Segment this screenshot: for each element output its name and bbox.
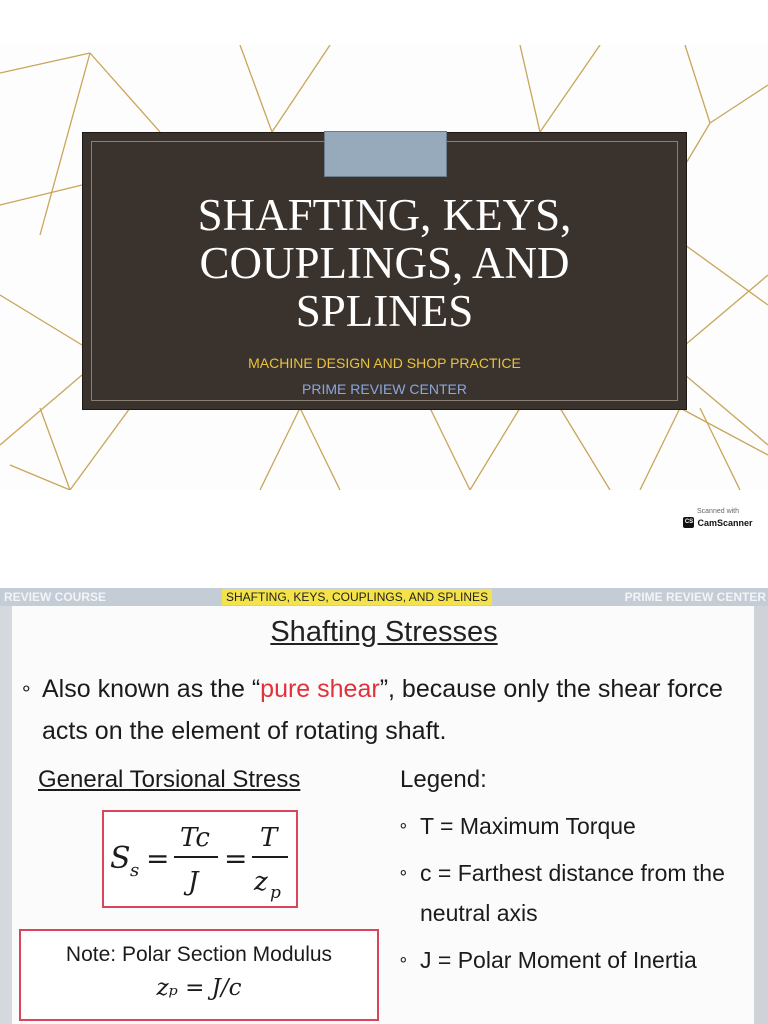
title-tab-accent [324,131,447,177]
title-panel [82,132,687,410]
header-topic-label: SHAFTING, KEYS, COUPLINGS, AND SPLINES [222,589,492,605]
legend-item-text: J = Polar Moment of Inertia [420,947,697,973]
polar-section-modulus-note [19,929,379,1021]
header-org-label: PRIME REVIEW CENTER [624,590,766,604]
slide-organization: PRIME REVIEW CENTER [302,381,467,397]
slide-title-line-3: SPLINES [295,286,474,336]
formula-equals-1: = [146,842,170,875]
formula-equals-2: = [224,842,248,875]
slide-title [83,191,686,335]
legend-title: Legend: [400,766,487,793]
camscanner-logo-icon: CS [683,517,694,528]
header-course-label: REVIEW COURSE [4,590,107,604]
formula-lhs: S [110,841,131,876]
section-title: Shafting Stresses [270,616,498,648]
legend-marker-icon: ∘ [398,950,409,969]
formula-frac2-den: z [254,867,268,897]
camscanner-watermark [680,508,756,534]
formula-frac1-den: J [188,867,199,897]
legend-item-text: T = Maximum Torque [420,813,636,839]
formula-svg [104,812,296,906]
content-slide [0,588,768,1024]
slide-subtitle: MACHINE DESIGN AND SHOP PRACTICE [248,355,521,371]
slide-header-bar [0,588,768,606]
scanner-caption: Scanned with [696,508,740,515]
legend-marker-icon: ∘ [398,816,409,835]
legend-marker-icon: ∘ [398,863,409,882]
bullet-marker-icon: ∘ [20,678,33,700]
slide-title-line-1: SHAFTING, KEYS, [197,190,572,240]
formula-lhs-sub: s [130,860,140,881]
torsional-stress-formula [102,810,298,908]
scanner-brand: CamScanner [697,517,753,528]
slide-title-line-2: COUPLINGS, AND [199,238,570,288]
formula-frac1-num: Tc [180,823,210,853]
bullet-text-after: ”, because only the shear force acts on the element of rotating shaft. [42,675,723,745]
bullet-text [20,668,740,752]
note-text: Note: Polar Section Modulus [65,943,333,966]
general-torsional-stress-heading: General Torsional Stress [38,766,301,793]
formula-frac2-den-sub: p [270,883,281,903]
bullet-pure-shear [20,668,740,752]
legend-list [398,806,750,987]
legend-item-distance [398,853,750,933]
note-formula: zₚ = J/c [156,975,242,1001]
legend-item-text: c = Farthest distance from the neutral axis [420,860,725,926]
bullet-highlight: pure shear [260,675,380,703]
left-edge-strip [0,606,12,1024]
bullet-text-before: Also known as the “ [42,675,261,703]
legend-item-torque [398,806,750,846]
title-slide [0,45,768,490]
legend-item-polar-moment [398,940,750,980]
formula-frac2-num: T [260,823,278,853]
right-edge-strip [754,606,768,1024]
